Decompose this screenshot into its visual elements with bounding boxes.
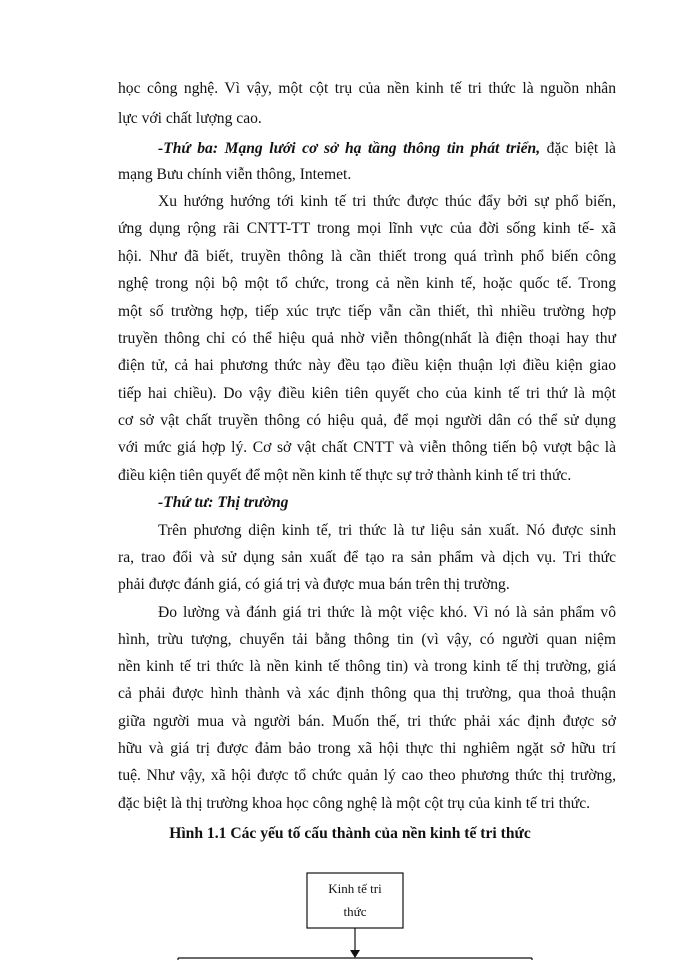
text-line: đặc biệt là thị trường khoa học công nghệ là một cột trụ của kinh tế tri thức.: [118, 795, 591, 812]
text-line: ra, trao đổi và sử dụng sản xuất để tạo ra sản phẩm và dịch vụ. Tri thức: [118, 549, 616, 566]
text-line: điện tử, cả hai phương thức này đều tạo điều kiện thuận lợi điều kiện giao: [118, 357, 616, 374]
heading-rest-text: đặc biệt là: [540, 140, 616, 157]
arrow-head-icon: [350, 950, 360, 958]
heading-text: -Thứ ba: Mạng lưới cơ sở hạ tầng thông tin phát triển,: [158, 140, 541, 157]
section-heading-fourth: [158, 493, 616, 513]
text-line: học công nghệ. Vì vậy, một cột trụ của nền kinh tế tri thức là nguồn nhân: [118, 80, 616, 97]
text-line: cơ sở vật chất truyền thông có hiệu quả, để mọi người dân có thể sử dụng: [118, 412, 616, 429]
text-line: giữa người mua và người bán. Muốn thế, tri thức phải xác định được sở: [118, 713, 616, 730]
text-line: phải được đánh giá, có giá trị và được mua bán trên thị trường.: [118, 576, 510, 593]
text-line: hình, trừu tượng, chuyển tải bằng thông tin (vì vậy, có người quan niệm: [118, 631, 616, 648]
text-line: nền kinh tế tri thức là nền kinh tế thông tin) và trong kinh tế thị trường, giá: [118, 658, 616, 675]
text-line: Đo lường và đánh giá tri thức là một việc khó. Vì nó là sản phẩm vô: [158, 604, 616, 621]
text-line: mạng Bưu chính viễn thông, Intemet.: [118, 166, 352, 183]
text-line: Xu hướng hướng tới kinh tế tri thức được thúc đẩy bởi sự phổ biến,: [158, 193, 616, 210]
section-heading-third: [158, 139, 616, 159]
top-box-label-line1: Kinh tế tri: [328, 881, 382, 896]
text-line: với mức giá hợp lý. Cơ sở vật chất CNTT và viễn thông tiến bộ vượt bậc là: [118, 439, 616, 456]
text-line: truyền thông chỉ có thể hiệu quả nhờ viễn thông(nhất là điện thoại hay thư: [118, 330, 616, 347]
text-line: tiếp hai chiều). Do vậy điều kiên tiên quyết cho của kinh tế tri thứ là một: [118, 385, 616, 402]
text-line: Trên phương diện kinh tế, tri thức là tư liệu sản xuất. Nó được sinh: [158, 522, 616, 539]
text-line: tuệ. Như vậy, xã hội được tổ chức quản lý cao theo phương thức thị trường,: [118, 767, 616, 784]
heading-text: -Thứ tư: Thị trường: [158, 494, 289, 511]
text-line: lực với chất lượng cao.: [118, 110, 262, 127]
text-line: một số trường hợp, tiếp xúc trực tiếp vẫn cần thiết, thì nhiều trường hợp: [118, 303, 616, 320]
text-line: hội. Như đã biết, truyền thông là cần thiết trong quá trình phổ biến công: [118, 248, 616, 265]
text-line: điều kiện tiên quyết để một nền kinh tế thực sự trở thành kinh tế tri thức.: [118, 467, 572, 484]
figure-caption: Hình 1.1 Các yếu tố cấu thành của nền kinh tế tri thức: [169, 825, 531, 842]
text-line: ứng dụng rộng rãi CNTT-TT trong mọi lĩnh vực của đời sống kinh tế- xã: [118, 220, 616, 237]
text-line: cả phải được hình thành và xác định thông qua thị trường, qua thoả thuận: [118, 685, 616, 702]
top-box-label-line2: thức: [343, 904, 367, 919]
text-line: hữu và giá trị được đảm bảo trong xã hội thực thi nghiêm ngặt sở hữu trí: [118, 740, 616, 757]
text-line: nghệ trong nội bộ một tổ chức, trong cả nền kinh tế, hoặc quốc tế. Trong: [118, 275, 616, 292]
